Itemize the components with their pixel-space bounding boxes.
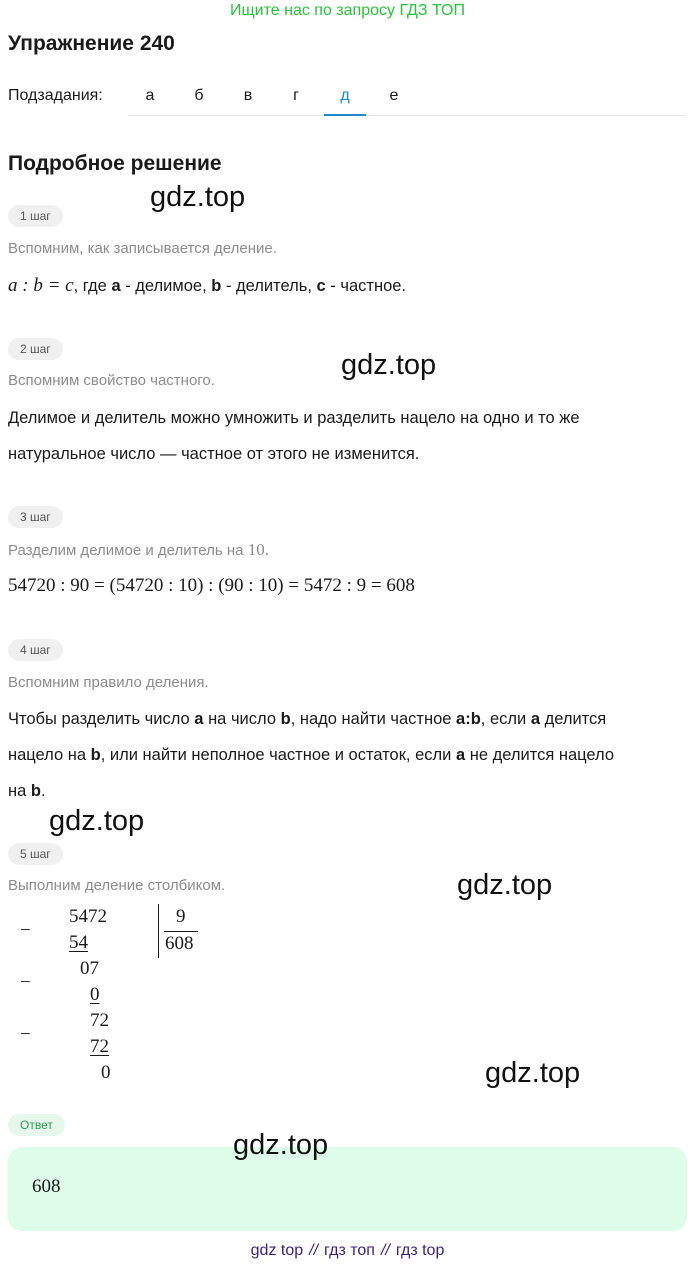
text-part: нацело на: [8, 746, 91, 764]
final-remainder: 0: [101, 1062, 111, 1083]
footer-link-gdz-top-ru[interactable]: гдз топ: [324, 1242, 375, 1259]
step-1-formula: a : b = c: [8, 275, 74, 296]
tab-e[interactable]: е: [389, 87, 399, 104]
step-1-badge: 1 шаг: [8, 205, 63, 227]
step-1-text: [8, 268, 406, 304]
tab-b[interactable]: б: [194, 87, 204, 104]
tab-g[interactable]: г: [293, 87, 299, 104]
answer-box: [8, 1147, 687, 1231]
text-part: - делимое,: [120, 277, 212, 295]
step-2-hint: Вспомним свойство частного.: [8, 372, 215, 389]
text-part: , надо найти частное: [290, 710, 457, 728]
bold-a: a: [530, 710, 540, 728]
text-part: - частное.: [325, 277, 407, 295]
dividend: 5472: [69, 906, 107, 927]
text-part: .: [40, 782, 46, 800]
answer-badge: Ответ: [8, 1114, 65, 1136]
subtrahend-2: 0: [90, 984, 100, 1005]
partial-remainder-2: 72: [90, 1010, 109, 1031]
step-2-badge: 2 шаг: [8, 338, 63, 360]
hint-text: Разделим делимое и делитель на: [8, 542, 248, 559]
subtasks-bar: [8, 80, 686, 116]
bold-ab: a:b: [456, 710, 481, 728]
watermark: gdz.top: [485, 1057, 581, 1089]
watermark: gdz.top: [150, 181, 246, 213]
footer-separator: //: [309, 1242, 319, 1259]
footer-link-gdz-top[interactable]: gdz top: [250, 1242, 304, 1259]
footer-links: [0, 1242, 695, 1260]
page-title: Упражнение 240: [8, 32, 175, 55]
bold-a: a: [455, 746, 466, 764]
quotient: 608: [165, 933, 194, 954]
step-3-hint: [8, 540, 269, 560]
text-part: - делитель,: [221, 277, 317, 295]
step-3-badge: 3 шаг: [8, 506, 63, 528]
footer-link-gdz-top-mixed[interactable]: гдз top: [395, 1242, 445, 1259]
step-4-line-1: [8, 701, 606, 737]
minus-sign: −: [20, 1024, 31, 1045]
section-title: Подробное решение: [8, 152, 222, 175]
bold-a: a: [194, 710, 204, 728]
step-4-line-2: [8, 737, 614, 773]
bold-c: c: [316, 277, 326, 295]
watermark: gdz.top: [341, 349, 437, 381]
minus-sign: −: [20, 920, 31, 941]
watermark: gdz.top: [49, 805, 145, 837]
divisor: 9: [176, 906, 186, 927]
subtrahend-3: 72: [90, 1036, 109, 1057]
text-part: на: [8, 782, 31, 800]
tab-d[interactable]: д: [324, 80, 366, 116]
hint-number: 10.: [247, 540, 269, 559]
subtrahend-1: 54: [69, 932, 88, 953]
text-part: , где: [73, 277, 112, 295]
text-part: Чтобы разделить число: [8, 710, 195, 728]
division-vertical-line: [158, 904, 159, 958]
answer-value: 608: [32, 1176, 61, 1197]
tab-a[interactable]: а: [145, 87, 155, 104]
step-5-badge: 5 шаг: [8, 843, 63, 865]
step-4-hint: Вспомним правило деления.: [8, 674, 209, 691]
step-4-badge: 4 шаг: [8, 639, 63, 661]
bold-b: b: [90, 746, 101, 764]
step-2-line-1: Делимое и делитель можно умножить и разделить нацело на одно и то же: [8, 409, 580, 427]
tab-v[interactable]: в: [243, 87, 253, 104]
step-2-line-2: натуральное число — частное от этого не изменится.: [8, 445, 420, 463]
long-division: [0, 900, 260, 1090]
text-part: делится: [540, 710, 607, 728]
bold-a: a: [111, 277, 121, 295]
step-4-line-3: [8, 773, 46, 809]
text-part: не делится нацело: [465, 746, 615, 764]
footer-separator: //: [380, 1242, 390, 1259]
bold-b: b: [211, 277, 222, 295]
promo-banner: Ищите нас по запросу ГДЗ ТОП: [230, 2, 465, 19]
watermark: gdz.top: [457, 869, 553, 901]
step-3-equation: 54720 : 90 = (54720 : 10) : (90 : 10) = 5472 : 9 = 608: [8, 575, 415, 596]
partial-remainder-1: 07: [80, 958, 99, 979]
text-part: , или найти неполное частное и остаток, если: [100, 746, 456, 764]
minus-sign: −: [20, 972, 31, 993]
text-part: на число: [203, 710, 281, 728]
bold-b: b: [30, 782, 41, 800]
step-5-hint: Выполним деление столбиком.: [8, 877, 226, 894]
subtasks-label: Подзадания:: [8, 87, 103, 104]
bold-b: b: [280, 710, 291, 728]
division-horizontal-line: [164, 931, 198, 932]
watermark: gdz.top: [233, 1129, 329, 1161]
step-1-hint: Вспомним, как записывается деление.: [8, 240, 277, 257]
text-part: , если: [480, 710, 531, 728]
